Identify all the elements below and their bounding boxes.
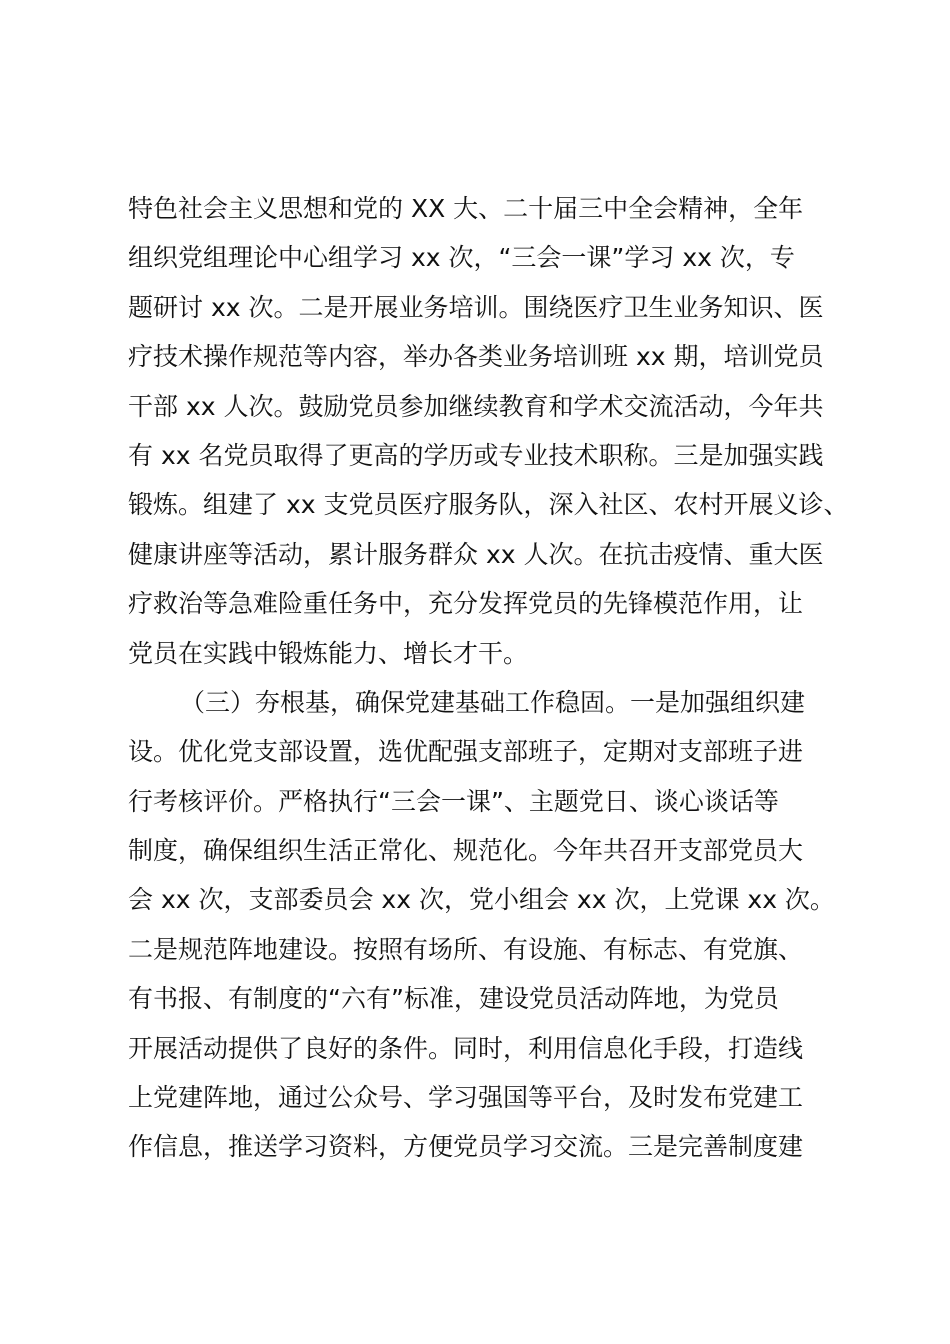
text-line: 制度，确保组织生活正常化、规范化。今年共召开支部党员大 <box>128 836 804 866</box>
text-line: 锻炼。组建了 xx 支党员医疗服务队，深入社区、农村开展义诊、 <box>128 490 849 520</box>
text-line: 开展活动提供了良好的条件。同时，利用信息化手段，打造线 <box>128 1033 804 1063</box>
text-line: 疗救治等急难险重任务中，充分发挥党员的先锋模范作用，让 <box>128 589 804 619</box>
text-line: 党员在实践中锻炼能力、增长才干。 <box>128 638 529 668</box>
text-line: 设。优化党支部设置，选优配强支部班子，定期对支部班子进 <box>128 737 804 767</box>
body-text <box>128 184 848 1172</box>
text-line: 行考核评价。严格执行“三会一课”、主题党日、谈心谈话等 <box>128 786 779 816</box>
text-line: 疗技术操作规范等内容，举办各类业务培训班 xx 期，培训党员 <box>128 342 824 372</box>
text-line: 特色社会主义思想和党的 XX 大、二十届三中全会精神，全年 <box>128 194 804 223</box>
text-line: 二是规范阵地建设。按照有场所、有设施、有标志、有党旗、 <box>128 934 804 964</box>
text-line: 上党建阵地，通过公众号、学习强国等平台，及时发布党建工 <box>128 1083 804 1113</box>
section-heading-line: （三）夯根基，确保党建基础工作稳固。一是加强组织建 <box>180 687 806 717</box>
text-line: 会 xx 次，支部委员会 xx 次，党小组会 xx 次，上党课 xx 次。 <box>128 885 835 915</box>
text-line: 组织党组理论中心组学习 xx 次，“三会一课”学习 xx 次，专 <box>128 243 795 273</box>
text-line: 题研讨 xx 次。二是开展业务培训。围绕医疗卫生业务知识、医 <box>128 292 824 322</box>
text-line: 有 xx 名党员取得了更高的学历或专业技术职称。三是加强实践 <box>128 440 824 470</box>
text-line: 有书报、有制度的“六有”标准，建设党员活动阵地，为党员 <box>128 984 779 1014</box>
text-line: 干部 xx 人次。鼓励党员参加继续教育和学术交流活动，今年共 <box>128 391 824 421</box>
text-line: 作信息，推送学习资料，方便党员学习交流。三是完善制度建 <box>128 1132 804 1162</box>
text-line: 健康讲座等活动，累计服务群众 xx 人次。在抗击疫情、重大医 <box>128 539 824 569</box>
